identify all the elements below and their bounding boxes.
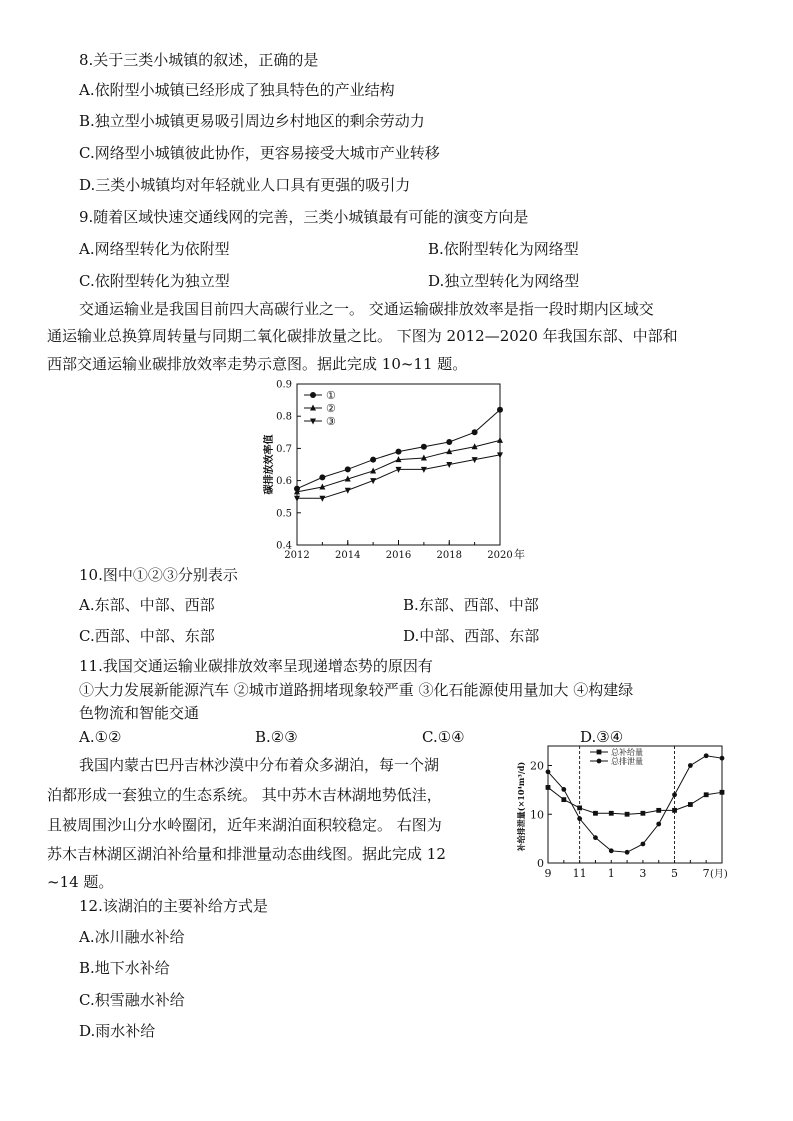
legend-marker-1 bbox=[310, 392, 316, 398]
passage-1-line-3: 西部交通运输业碳排放效率走势示意图。据此完成 10~11 题。 bbox=[47, 355, 468, 373]
passage-2-line-5: ~14 题。 bbox=[47, 873, 114, 891]
question-8-option-c: C.网络型小城镇彼此协作，更容易接受大城市产业转移 bbox=[79, 144, 440, 162]
y-tick-label: 0.6 bbox=[276, 476, 292, 488]
question-9-option-c: C.依附型转化为独立型 bbox=[79, 272, 230, 290]
question-8-option-a: A.依附型小城镇已经形成了独具特色的产业结构 bbox=[79, 81, 395, 99]
y-axis-label: 碳排放效率值 bbox=[264, 434, 275, 495]
lake-balance-chart bbox=[510, 742, 735, 882]
question-9-option-d: D.独立型转化为网络型 bbox=[428, 272, 580, 290]
legend-label-1: 总补给量 bbox=[611, 748, 643, 757]
data-point-series-1 bbox=[720, 790, 725, 795]
series-line-1 bbox=[548, 787, 722, 814]
question-11-option-b: B.②③ bbox=[255, 728, 298, 746]
question-12-stem: 12.该湖泊的主要补给方式是 bbox=[79, 897, 268, 915]
x-axis-unit: (月) bbox=[710, 869, 728, 880]
legend-marker-1 bbox=[597, 750, 602, 755]
data-point-series-1 bbox=[609, 811, 614, 816]
question-11-option-a: A.①② bbox=[79, 728, 122, 746]
passage-1-line-1: 交通运输业是我国目前四大高碳行业之一。 交通运输碳排放效率是指一段时期内区域交 bbox=[79, 300, 654, 318]
passage-2-line-3: 且被周围沙山分水岭圈闭，近年来湖泊面积较稳定。 右图为 bbox=[47, 816, 442, 834]
data-point-series-1 bbox=[656, 808, 661, 813]
passage-2-line-4: 苏木吉林湖区湖泊补给量和排泄量动态曲线图。据此完成 12 bbox=[47, 845, 446, 863]
data-point-series-1 bbox=[546, 785, 551, 790]
y-tick-label: 10 bbox=[530, 808, 544, 822]
question-12-option-a: A.冰川融水补给 bbox=[79, 928, 185, 946]
question-12-option-c: C.积雪融水补给 bbox=[79, 991, 185, 1009]
data-point-series-1 bbox=[704, 792, 709, 797]
data-point-series-1 bbox=[625, 812, 630, 817]
data-point-series-2 bbox=[593, 835, 598, 840]
x-tick-label: 2012 bbox=[284, 550, 310, 561]
data-point-series-1 bbox=[497, 407, 503, 413]
data-point-series-2 bbox=[656, 822, 661, 827]
x-tick-label: 2016 bbox=[385, 550, 412, 561]
question-9-option-a: A.网络型转化为依附型 bbox=[79, 240, 230, 258]
question-9-stem: 9.随着区域快速交通线网的完善，三类小城镇最有可能的演变方向是 bbox=[79, 208, 529, 226]
y-tick-label: 20 bbox=[530, 759, 544, 773]
x-tick-label: 2018 bbox=[436, 550, 462, 561]
y-tick-label: 0.7 bbox=[276, 443, 292, 455]
legend-label-1: ① bbox=[326, 389, 336, 402]
y-tick-label: 0.9 bbox=[276, 379, 292, 391]
data-point-series-2 bbox=[704, 753, 709, 758]
data-point-series-1 bbox=[672, 808, 677, 813]
y-tick-label: 0 bbox=[537, 857, 544, 870]
data-point-series-2 bbox=[625, 850, 630, 855]
data-point-series-1 bbox=[396, 449, 402, 455]
question-8-option-b: B.独立型小城镇更易吸引周边乡村地区的剩余劳动力 bbox=[79, 112, 425, 130]
question-10-option-c: C.西部、中部、东部 bbox=[79, 627, 215, 645]
carbon-efficiency-chart bbox=[255, 377, 545, 562]
x-tick-label: 3 bbox=[639, 867, 647, 880]
series-line-2 bbox=[548, 756, 722, 853]
question-9-option-b: B.依附型转化为网络型 bbox=[428, 240, 579, 258]
question-10-option-b: B.东部、西部、中部 bbox=[403, 596, 539, 614]
legend-label-2: ② bbox=[326, 402, 336, 415]
passage-2-line-1: 我国内蒙古巴丹吉林沙漠中分布着众多湖泊，每一个湖 bbox=[79, 756, 440, 774]
question-10-option-a: A.东部、中部、西部 bbox=[79, 596, 215, 614]
data-point-series-1 bbox=[421, 444, 427, 450]
legend-label-2: 总排泄量 bbox=[611, 757, 643, 766]
x-tick-label: 2020 bbox=[487, 550, 513, 561]
x-tick-label: 5 bbox=[671, 867, 679, 880]
x-tick-label: 7 bbox=[702, 867, 710, 880]
data-point-series-2 bbox=[609, 848, 614, 853]
question-10-option-d: D.中部、西部、东部 bbox=[403, 627, 540, 645]
data-point-series-3 bbox=[421, 467, 427, 473]
x-tick-label: 11 bbox=[572, 867, 587, 880]
data-point-series-2 bbox=[561, 787, 566, 792]
question-12-option-b: B.地下水补给 bbox=[79, 959, 170, 977]
data-point-series-2 bbox=[672, 792, 677, 797]
question-12-option-d: D.雨水补给 bbox=[79, 1022, 156, 1040]
data-point-series-2 bbox=[497, 437, 503, 443]
data-point-series-1 bbox=[593, 811, 598, 816]
data-point-series-1 bbox=[641, 811, 646, 816]
question-8-stem: 8.关于三类小城镇的叙述，正确的是 bbox=[79, 51, 319, 69]
data-point-series-2 bbox=[720, 756, 725, 761]
y-axis-label: 补给排泄量(×10⁴m³/d) bbox=[516, 761, 526, 852]
question-11-stem: 11.我国交通运输业碳排放效率呈现递增态势的原因有 bbox=[79, 657, 433, 675]
data-point-series-2 bbox=[546, 769, 551, 774]
question-11-statements-line-2: 色物流和智能交通 bbox=[79, 704, 200, 722]
data-point-series-2 bbox=[688, 763, 693, 768]
x-tick-label: 2014 bbox=[335, 550, 361, 561]
data-point-series-1 bbox=[577, 806, 582, 811]
data-point-series-1 bbox=[561, 797, 566, 802]
question-8-option-d: D.三类小城镇均对年轻就业人口具有更强的吸引力 bbox=[79, 176, 411, 194]
legend-marker-2 bbox=[597, 759, 602, 764]
data-point-series-2 bbox=[641, 842, 646, 847]
y-tick-label: 0.8 bbox=[276, 411, 292, 423]
x-tick-label: 1 bbox=[607, 867, 615, 880]
legend-label-3: ③ bbox=[326, 415, 336, 428]
question-11-statements-line-1: ①大力发展新能源汽车 ②城市道路拥堵现象较严重 ③化石能源使用量加大 ④构建绿 bbox=[79, 681, 634, 699]
data-point-series-2 bbox=[577, 816, 582, 821]
data-point-series-1 bbox=[345, 466, 351, 472]
question-10-stem: 10.图中①②③分别表示 bbox=[79, 566, 238, 584]
passage-1-line-2: 通运输业总换算周转量与同期二氧化碳排放量之比。 下图为 2012—2020 年我国东部、中部和 bbox=[47, 327, 678, 345]
x-tick-label: 9 bbox=[544, 867, 552, 880]
x-axis-unit: 年 bbox=[514, 548, 525, 561]
y-tick-label: 0.4 bbox=[276, 540, 292, 552]
series-line-2 bbox=[297, 440, 500, 492]
question-11-option-c: C.①④ bbox=[422, 728, 465, 746]
data-point-series-1 bbox=[446, 439, 452, 445]
data-point-series-1 bbox=[472, 429, 478, 435]
data-point-series-1 bbox=[688, 802, 693, 807]
data-point-series-1 bbox=[319, 474, 325, 480]
question-11-option-d: D.③④ bbox=[580, 728, 624, 746]
passage-2-line-2: 泊都形成一套独立的生态系统。 其中苏木吉林湖地势低洼， bbox=[47, 786, 442, 804]
y-tick-label: 0.5 bbox=[276, 508, 292, 520]
data-point-series-1 bbox=[370, 457, 376, 463]
